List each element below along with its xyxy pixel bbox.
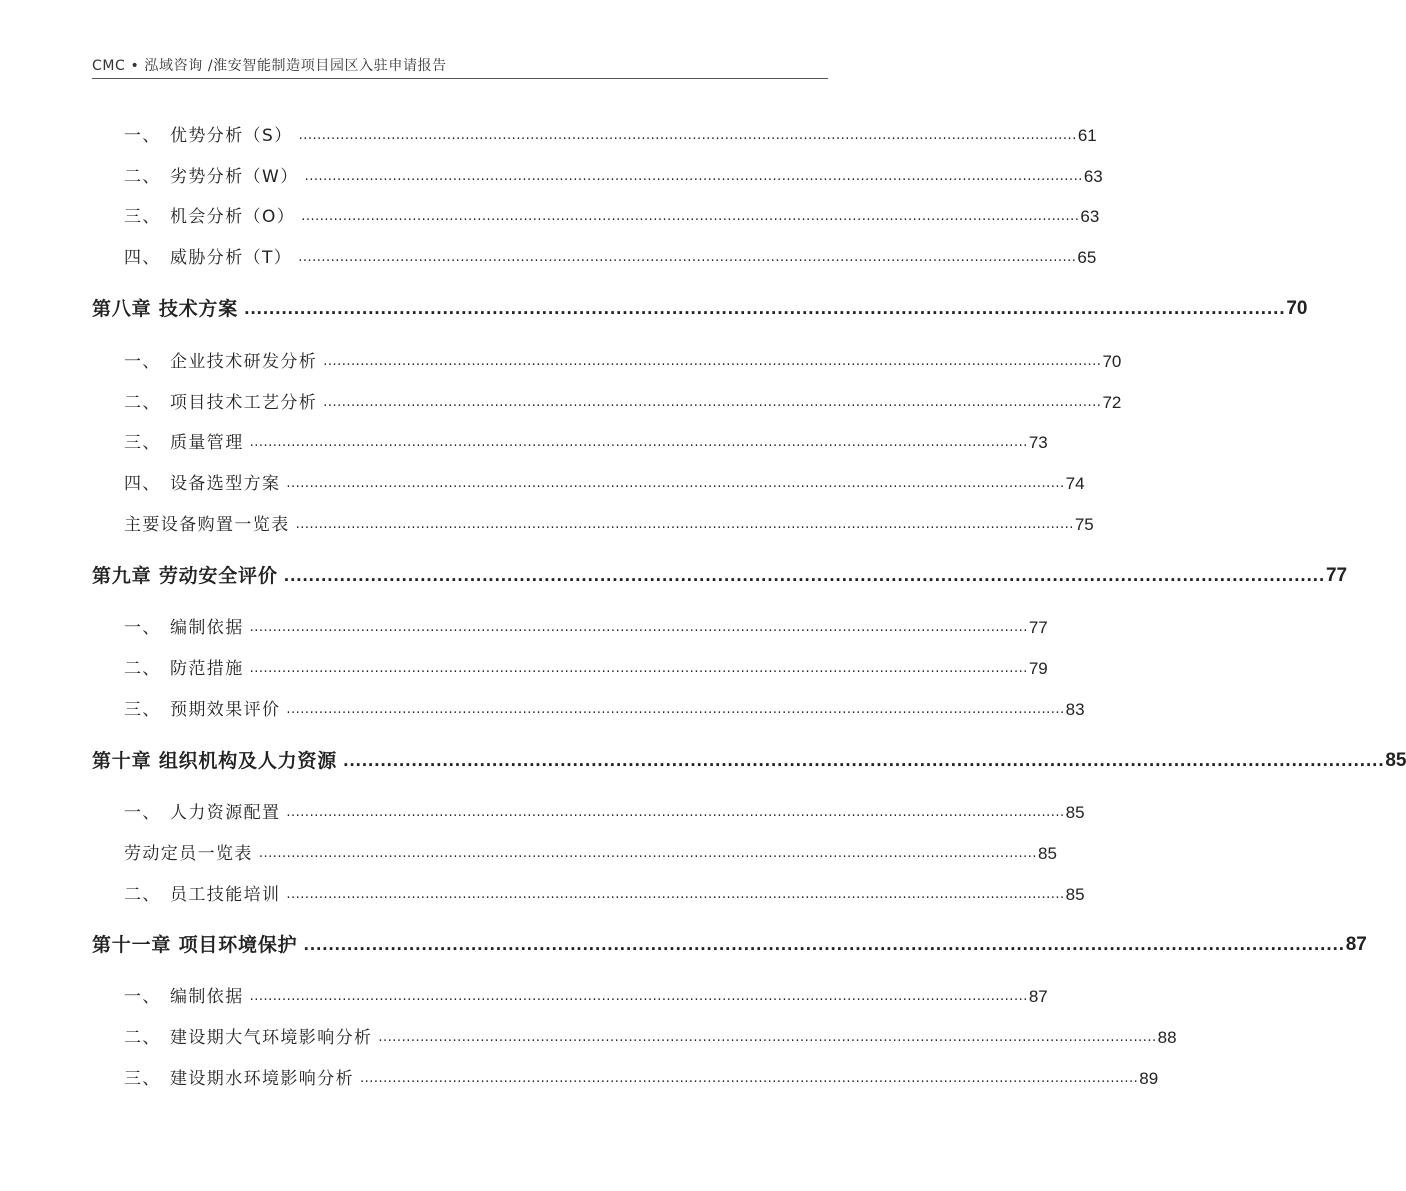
toc-dot-leader: ........................................................................................................................................................................: [360, 1071, 1139, 1086]
page-header: CMC • 泓域咨询 /淮安智能制造项目园区入驻申请报告: [92, 58, 447, 74]
toc-chapter-entry[interactable]: [92, 748, 1406, 774]
toc-entry-number: 一、: [124, 618, 161, 638]
toc-chapter-title: 第八章 技术方案: [92, 298, 239, 320]
toc-entry[interactable]: [124, 1066, 1159, 1092]
toc-entry-number: 四、: [124, 474, 161, 494]
toc-entry-title: 设备选型方案: [170, 474, 281, 494]
toc-entry-page: 61: [1077, 126, 1097, 145]
toc-entry-number: 二、: [124, 167, 161, 187]
toc-dot-leader: ........................................................................................................................................................................: [286, 702, 1065, 717]
toc-entry[interactable]: [124, 512, 1094, 538]
toc-entry-number: 四、: [124, 248, 161, 268]
toc-entry-page: 63: [1083, 167, 1103, 186]
toc-entry-page: 72: [1102, 393, 1122, 412]
toc-entry-number: 三、: [124, 433, 161, 453]
toc-entry-number: 二、: [124, 1028, 161, 1048]
toc-entry-title: 劣势分析（W）: [170, 167, 299, 187]
toc-entry-page: 65: [1077, 248, 1097, 267]
toc-dot-leader: ........................................................................................................................................................................: [286, 805, 1065, 820]
toc-entry[interactable]: [124, 841, 1057, 867]
toc-entry-page: 85: [1038, 844, 1057, 863]
toc-entry-page: 85: [1065, 885, 1085, 904]
toc-dot-leader: ........................................................................................................................................................................: [378, 1030, 1157, 1045]
toc-entry[interactable]: [124, 615, 1048, 641]
toc-entry-title: 机会分析（O）: [170, 207, 296, 227]
toc-chapter-page: 77: [1325, 565, 1348, 586]
toc-dot-leader: ........................................................................................................................................................................: [301, 209, 1080, 224]
toc-dot-leader: ........................................................................................................................................................................: [343, 752, 1385, 770]
toc-entry[interactable]: [124, 123, 1097, 149]
toc-entry-page: 87: [1028, 987, 1048, 1006]
toc-entry-title: 预期效果评价: [170, 700, 281, 720]
toc-entry[interactable]: [124, 245, 1097, 271]
toc-chapter-page: 85: [1385, 750, 1406, 771]
toc-entry[interactable]: [124, 164, 1103, 190]
toc-entry-title: 编制依据: [170, 618, 244, 638]
toc-dot-leader: ........................................................................................................................................................................: [295, 517, 1074, 532]
toc-entry-page: 83: [1065, 700, 1085, 719]
toc-entry-title: 主要设备购置一览表: [124, 515, 290, 535]
toc-entry-page: 74: [1065, 474, 1085, 493]
toc-chapter-title: 第九章 劳动安全评价: [92, 565, 278, 587]
toc-entry[interactable]: [124, 349, 1122, 375]
toc-entry-title: 人力资源配置: [170, 803, 281, 823]
toc-entry[interactable]: [124, 697, 1085, 723]
toc-dot-leader: ........................................................................................................................................................................: [303, 936, 1345, 954]
toc-entry-title: 建设期水环境影响分析: [170, 1069, 354, 1089]
toc-dot-leader: ........................................................................................................................................................................: [323, 354, 1102, 369]
toc-chapter-entry[interactable]: [92, 563, 1348, 589]
toc-chapter-entry[interactable]: [92, 932, 1367, 958]
toc-entry[interactable]: [124, 984, 1048, 1010]
toc-entry[interactable]: [124, 800, 1085, 826]
toc-entry[interactable]: [124, 1025, 1177, 1051]
toc-entry-title: 编制依据: [170, 987, 244, 1007]
toc-chapter-title: 第十章 组织机构及人力资源: [92, 750, 338, 772]
toc-chapter-page: 70: [1286, 298, 1308, 319]
toc-entry-title: 员工技能培训: [170, 885, 281, 905]
toc-entry-page: 77: [1028, 618, 1048, 637]
toc-dot-leader: ........................................................................................................................................................................: [258, 846, 1038, 861]
toc-entry-number: 一、: [124, 987, 161, 1007]
toc-entry-number: 二、: [124, 659, 161, 679]
toc-entry[interactable]: [124, 882, 1085, 908]
toc-entry[interactable]: [124, 471, 1085, 497]
toc-chapter-title: 第十一章 项目环境保护: [92, 934, 298, 956]
toc-entry-title: 项目技术工艺分析: [170, 393, 318, 413]
toc-dot-leader: ........................................................................................................................................................................: [249, 661, 1028, 676]
toc-entry-title: 企业技术研发分析: [170, 352, 318, 372]
toc-entry-title: 质量管理: [170, 433, 244, 453]
toc-dot-leader: ........................................................................................................................................................................: [249, 435, 1028, 450]
toc-entry-page: 75: [1074, 515, 1094, 534]
toc-entry-number: 二、: [124, 885, 161, 905]
toc-entry-page: 89: [1139, 1069, 1159, 1088]
toc-chapter-entry[interactable]: [92, 296, 1308, 322]
toc-entry-number: 一、: [124, 803, 161, 823]
toc-entry-title: 威胁分析（T）: [170, 248, 293, 268]
toc-dot-leader: ........................................................................................................................................................................: [283, 567, 1325, 585]
toc-entry-page: 70: [1102, 352, 1122, 371]
toc-entry-title: 防范措施: [170, 659, 244, 679]
toc-dot-leader: ........................................................................................................................................................................: [249, 620, 1028, 635]
toc-dot-leader: ........................................................................................................................................................................: [304, 169, 1083, 184]
toc-entry-page: 85: [1065, 803, 1085, 822]
toc-entry[interactable]: [124, 656, 1048, 682]
toc-entry-number: 三、: [124, 700, 161, 720]
toc-dot-leader: ........................................................................................................................................................................: [249, 989, 1028, 1004]
toc-entry-number: 二、: [124, 393, 161, 413]
toc-dot-leader: ........................................................................................................................................................................: [286, 476, 1065, 491]
toc-entry-page: 63: [1080, 207, 1100, 226]
toc-dot-leader: ........................................................................................................................................................................: [244, 300, 1286, 318]
toc-dot-leader: ........................................................................................................................................................................: [298, 250, 1077, 265]
toc-dot-leader: ........................................................................................................................................................................: [323, 395, 1102, 410]
toc-entry-number: 一、: [124, 126, 161, 146]
toc-entry[interactable]: [124, 204, 1100, 230]
toc-entry-number: 三、: [124, 207, 161, 227]
toc-entry[interactable]: [124, 390, 1122, 416]
toc-entry-number: 一、: [124, 352, 161, 372]
toc-entry[interactable]: [124, 430, 1048, 456]
toc-chapter-page: 87: [1345, 934, 1367, 955]
toc-entry-page: 73: [1028, 433, 1048, 452]
toc-entry-number: 三、: [124, 1069, 161, 1089]
toc-entry-title: 优势分析（S）: [170, 126, 293, 146]
toc-dot-leader: ........................................................................................................................................................................: [298, 128, 1077, 143]
toc-entry-title: 劳动定员一览表: [124, 844, 253, 864]
toc-entry-title: 建设期大气环境影响分析: [170, 1028, 373, 1048]
toc-entry-page: 88: [1157, 1028, 1177, 1047]
toc-entry-page: 79: [1028, 659, 1048, 678]
toc-dot-leader: ........................................................................................................................................................................: [286, 887, 1065, 902]
